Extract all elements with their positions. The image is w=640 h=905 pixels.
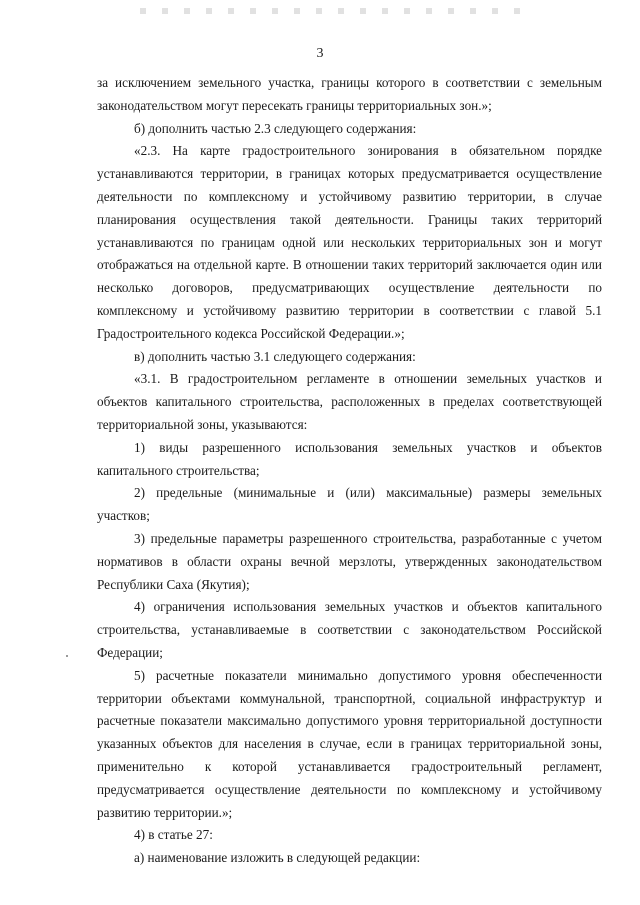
paragraph: 4) в статье 27:: [134, 827, 213, 843]
paragraph: б) дополнить частью 2.3 следующего содержания:: [134, 120, 417, 136]
paragraph: за исключением земельного участка, границы которого в соответствии с земельным законодательством могут пересекать границы территориальных зон.»;: [97, 75, 602, 113]
paragraph: а) наименование изложить в следующей редакции:: [134, 850, 421, 866]
list-item: 4) ограничения использования земельных участков и объектов капитального строительства, устанавливаемые в соответствии с законодательством Российской Федерации;: [97, 599, 602, 660]
list-item: 5) расчетные показатели минимально допустимого уровня обеспеченности территории объектами коммунальной, транспортной, социальной инфраструктур и расчетные показатели максимально допустимого уровня территориальной доступности указанных объектов для населения в случае, если в границах территориальной зоны, применительно к которой устанавливается градостроительный регламент, предусматривается осуществление деятельности по комплексному и устойчивому развитию территории.»;: [97, 667, 602, 820]
document-body: [97, 72, 602, 870]
list-item: 2) предельные (минимальные и (или) максимальные) размеры земельных участков;: [97, 485, 602, 524]
paragraph: «2.3. На карте градостроительного зонирования в обязательном порядке устанавливаются территории, в границах которых предусматривается осуществление деятельности по комплексному и устойчивому развитию территории, в случае планирования осуществления такой деятельности. Границы таких территорий устанавливаются по границам одной или нескольких территориальных зон и могут отображаться на отдельной карте. В отношении таких территорий заключается один или несколько договоров, предусматривающих осуществление деятельности по комплексному и устойчивому развитию территории в соответствии с главой 5.1 Градостроительного кодекса Российской Федерации.»;: [97, 143, 602, 341]
scan-artifact: [140, 8, 520, 14]
scan-speck: [66, 655, 68, 657]
list-item: 1) виды разрешенного использования земельных участков и объектов капитального строительства;: [97, 439, 602, 478]
paragraph: «3.1. В градостроительном регламенте в отношении земельных участков и объектов капитального строительства, расположенных в пределах соответствующей территориальной зоны, указываются:: [97, 371, 602, 432]
paragraph: в) дополнить частью 3.1 следующего содержания:: [134, 348, 416, 364]
page-number: 3: [316, 46, 324, 61]
list-item: 3) предельные параметры разрешенного строительства, разработанные с учетом нормативов в области охраны вечной мерзлоты, утвержденных законодательством Республики Саха (Якутия);: [97, 530, 602, 592]
